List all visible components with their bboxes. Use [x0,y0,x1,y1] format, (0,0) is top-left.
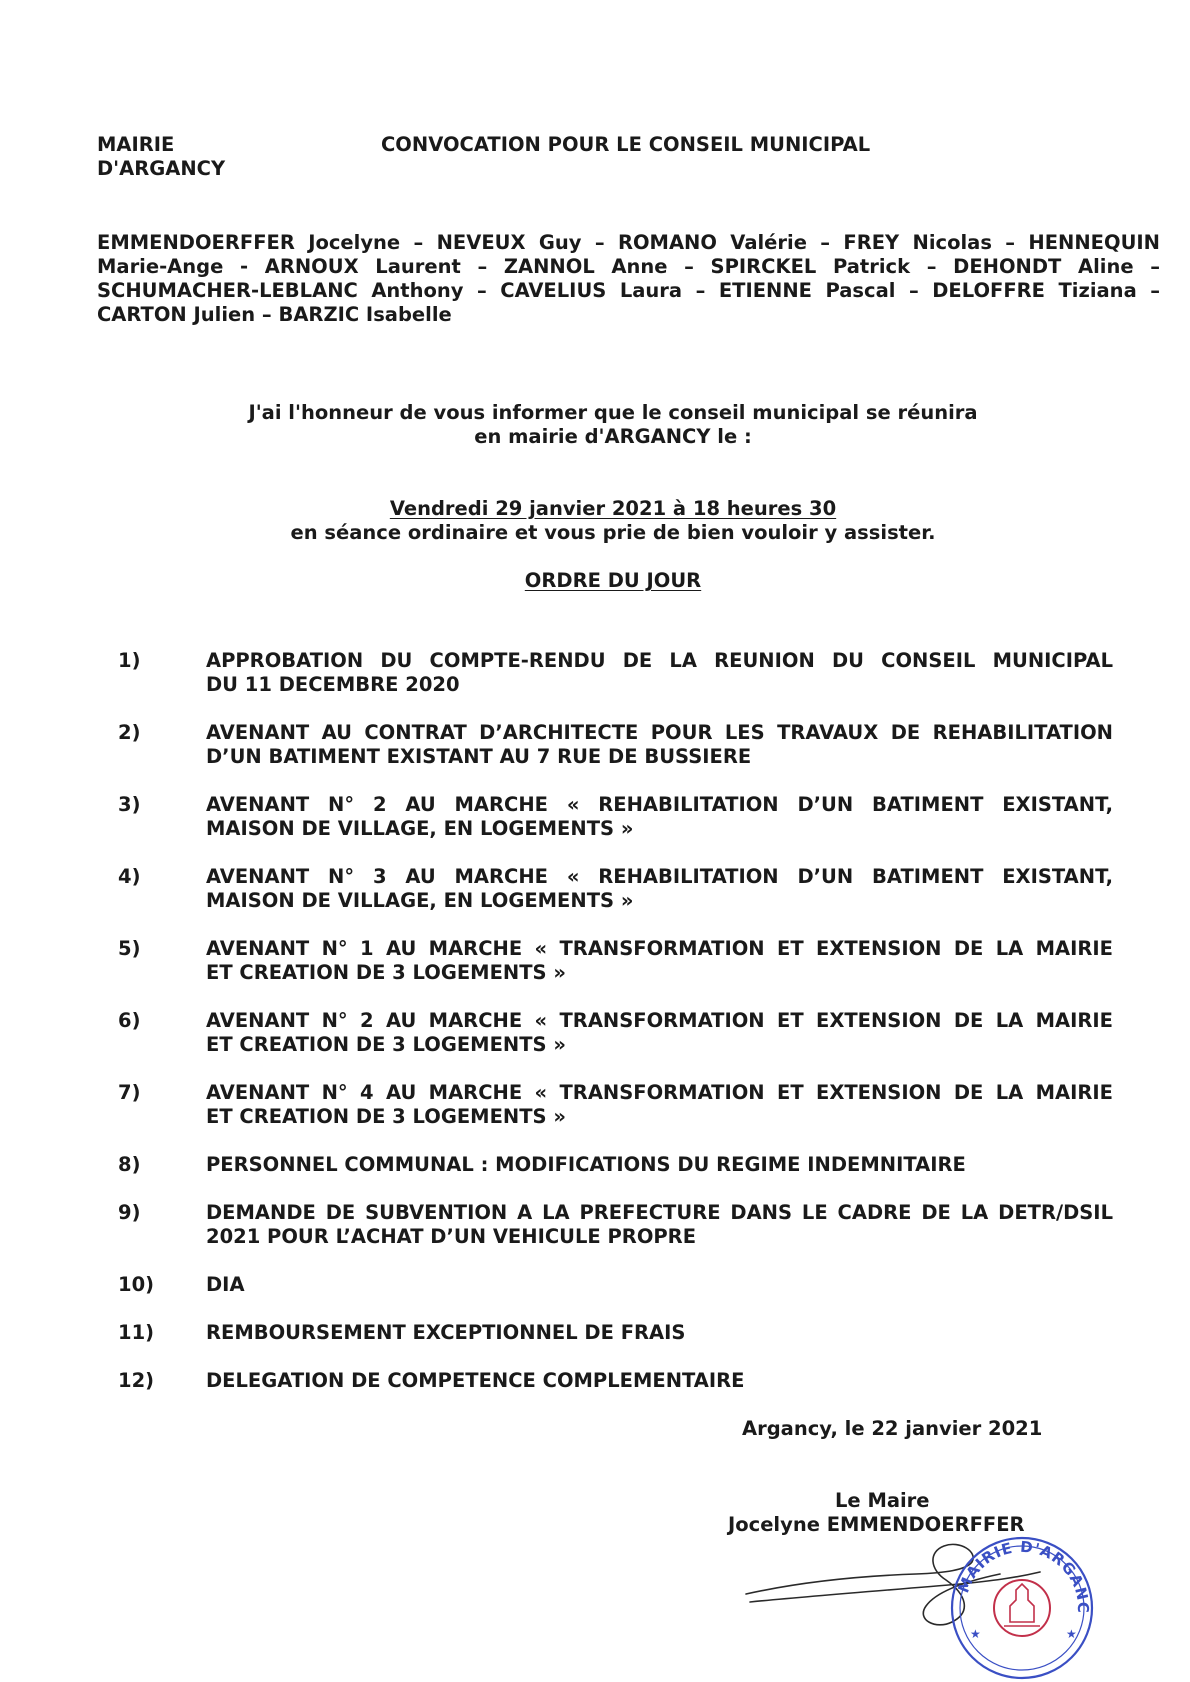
agenda-item-text [206,937,1113,985]
stamp-star-right: ★ [1066,1627,1077,1641]
members-line: Marie-Ange - ARNOUX Laurent – ZANNOL Anne – SPIRCKEL Patrick – DEHONDT Aline – [97,255,1160,278]
agenda-item-text [206,1153,1113,1177]
members-line: CARTON Julien – BARZIC Isabelle [97,303,452,326]
stamp-star-left: ★ [970,1627,981,1641]
signature-and-stamp [740,1470,1120,1682]
agenda-item-line: APPROBATION DU COMPTE-RENDU DE LA REUNION DU CONSEIL MUNICIPAL [206,649,1113,672]
agenda-item-line: AVENANT N° 3 AU MARCHE « REHABILITATION D’UN BATIMENT EXISTANT, [206,865,1113,888]
agenda-item-line: AVENANT N° 1 AU MARCHE « TRANSFORMATION ET EXTENSION DE LA MAIRIE [206,937,1113,960]
agenda-title-wrap [0,569,1190,593]
members-line: EMMENDOERFFER Jocelyne – NEVEUX Guy – ROMANO Valérie – FREY Nicolas – HENNEQUIN [97,231,1160,254]
agenda-item-number: 4) [118,865,141,888]
agenda-item-number: 5) [118,937,141,960]
agenda-item-text [206,721,1113,769]
agenda-item-line: DEMANDE DE SUBVENTION A LA PREFECTURE DANS LE CADRE DE LA DETR/DSIL [206,1201,1113,1224]
agenda-item-number: 1) [118,649,141,672]
agenda-item-line: PERSONNEL COMMUNAL : MODIFICATIONS DU REGIME INDEMNITAIRE [206,1153,966,1176]
agenda-item-line: MAISON DE VILLAGE, EN LOGEMENTS » [206,817,634,840]
mairie-stamp [952,1538,1092,1678]
agenda-item-text [206,649,1113,697]
agenda-item-text [206,1201,1113,1249]
agenda-item-line: DIA [206,1273,245,1296]
handwritten-signature [746,1544,1040,1624]
agenda-item-line: AVENANT AU CONTRAT D’ARCHITECTE POUR LES TRAVAUX DE REHABILITATION [206,721,1113,744]
place-date: Argancy, le 22 janvier 2021 [742,1417,1043,1440]
agenda-item-line: ET CREATION DE 3 LOGEMENTS » [206,1105,566,1128]
agenda-item-line: D’UN BATIMENT EXISTANT AU 7 RUE DE BUSSIERE [206,745,752,768]
agenda-item-number: 2) [118,721,141,744]
agenda-item-number: 3) [118,793,141,816]
agenda-item-text [206,1369,1113,1393]
signatory-role: Le Maire [835,1489,930,1512]
agenda-item-number: 7) [118,1081,141,1104]
mairie-header [97,133,297,181]
council-members [97,231,1160,327]
intro-line-2: en mairie d'ARGANCY le : [474,425,752,448]
agenda-item-number: 10) [118,1273,155,1296]
mairie-line-2: D'ARGANCY [97,157,226,180]
agenda-item-number: 12) [118,1369,155,1392]
agenda-item-line: REMBOURSEMENT EXCEPTIONNEL DE FRAIS [206,1321,686,1344]
agenda-item-number: 6) [118,1009,141,1032]
agenda-item-text [206,793,1113,841]
agenda-item-line: DELEGATION DE COMPETENCE COMPLEMENTAIRE [206,1369,745,1392]
agenda-item-number: 9) [118,1201,141,1224]
meeting-session: en séance ordinaire et vous prie de bien vouloir y assister. [290,521,936,544]
agenda-item-text [206,1273,1113,1297]
agenda-item-line: MAISON DE VILLAGE, EN LOGEMENTS » [206,889,634,912]
agenda-item-number: 11) [118,1321,155,1344]
document-title: CONVOCATION POUR LE CONSEIL MUNICIPAL [381,133,871,156]
signatory-name: Jocelyne EMMENDOERFFER [728,1513,1025,1536]
stamp-text: MAIRIE D'ARGANCY [954,1537,1093,1614]
agenda-item-line: AVENANT N° 2 AU MARCHE « REHABILITATION D’UN BATIMENT EXISTANT, [206,793,1113,816]
agenda-item-line: AVENANT N° 2 AU MARCHE « TRANSFORMATION ET EXTENSION DE LA MAIRIE [206,1009,1113,1032]
mairie-line-1: MAIRIE [97,133,175,156]
intro-line-1: J'ai l'honneur de vous informer que le conseil municipal se réunira [248,401,978,424]
agenda-item-line: AVENANT N° 4 AU MARCHE « TRANSFORMATION ET EXTENSION DE LA MAIRIE [206,1081,1113,1104]
agenda-item-line: ET CREATION DE 3 LOGEMENTS » [206,1033,566,1056]
members-line: SCHUMACHER-LEBLANC Anthony – CAVELIUS Laura – ETIENNE Pascal – DELOFFRE Tiziana – [97,279,1160,302]
agenda-item-line: ET CREATION DE 3 LOGEMENTS » [206,961,566,984]
agenda-item-text [206,865,1113,913]
agenda-item-text [206,1081,1113,1129]
agenda-item-number: 8) [118,1153,141,1176]
agenda-item-text [206,1009,1113,1057]
agenda-title: ORDRE DU JOUR [524,569,702,592]
agenda-item-line: DU 11 DECEMBRE 2020 [206,673,460,696]
meeting-date: Vendredi 29 janvier 2021 à 18 heures 30 [389,497,837,520]
agenda-item-line: 2021 POUR L’ACHAT D’UN VEHICULE PROPRE [206,1225,697,1248]
agenda-item-text [206,1321,1113,1345]
meeting-date-wrap [0,497,1190,521]
